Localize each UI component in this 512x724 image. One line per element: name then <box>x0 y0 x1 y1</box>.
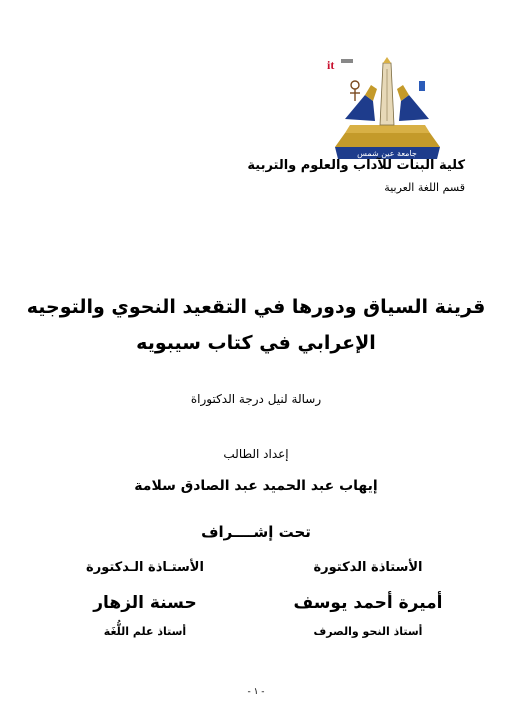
it-badge-icon: it <box>327 58 335 72</box>
logo-banner-text: جامعة عين شمس <box>357 149 417 158</box>
thesis-title-line-2: الإعرابي في كتاب سيبويه <box>136 332 376 354</box>
supervisor-2-title: الأستـاذة الـدكتورة <box>86 560 204 575</box>
supervision-heading: تحت إشــــراف <box>201 523 311 541</box>
supervisor-1-name: أميرة أحمد يوسف <box>293 593 443 613</box>
supervisor-2-name: حسنة الزهار <box>93 593 197 613</box>
supervisor-2-role: أستاذ علم اللُّغَة <box>103 625 187 638</box>
faculty-name: كلية البنات للآداب والعلوم والتربية <box>247 158 465 173</box>
department-name: قسم اللغة العربية <box>384 181 465 194</box>
student-name: إيهاب عبد الحميد عبد الصادق سلامة <box>134 478 378 494</box>
prepared-by-label: إعداد الطالب <box>223 447 289 461</box>
thesis-title-line-1: قرينة السياق ودورها في التقعيد النحوي والتوجيه <box>26 296 486 318</box>
degree-note: رسالة لنيل درجة الدكتوراة <box>190 392 322 406</box>
supervisor-1-role: أستاذ النحو والصرف <box>313 625 423 638</box>
ain-shams-emblem-icon <box>325 55 450 160</box>
university-logo <box>325 55 450 160</box>
supervisor-1-title: الأستاذة الدكتورة <box>313 560 423 575</box>
page-number: - ١ - <box>247 687 265 697</box>
